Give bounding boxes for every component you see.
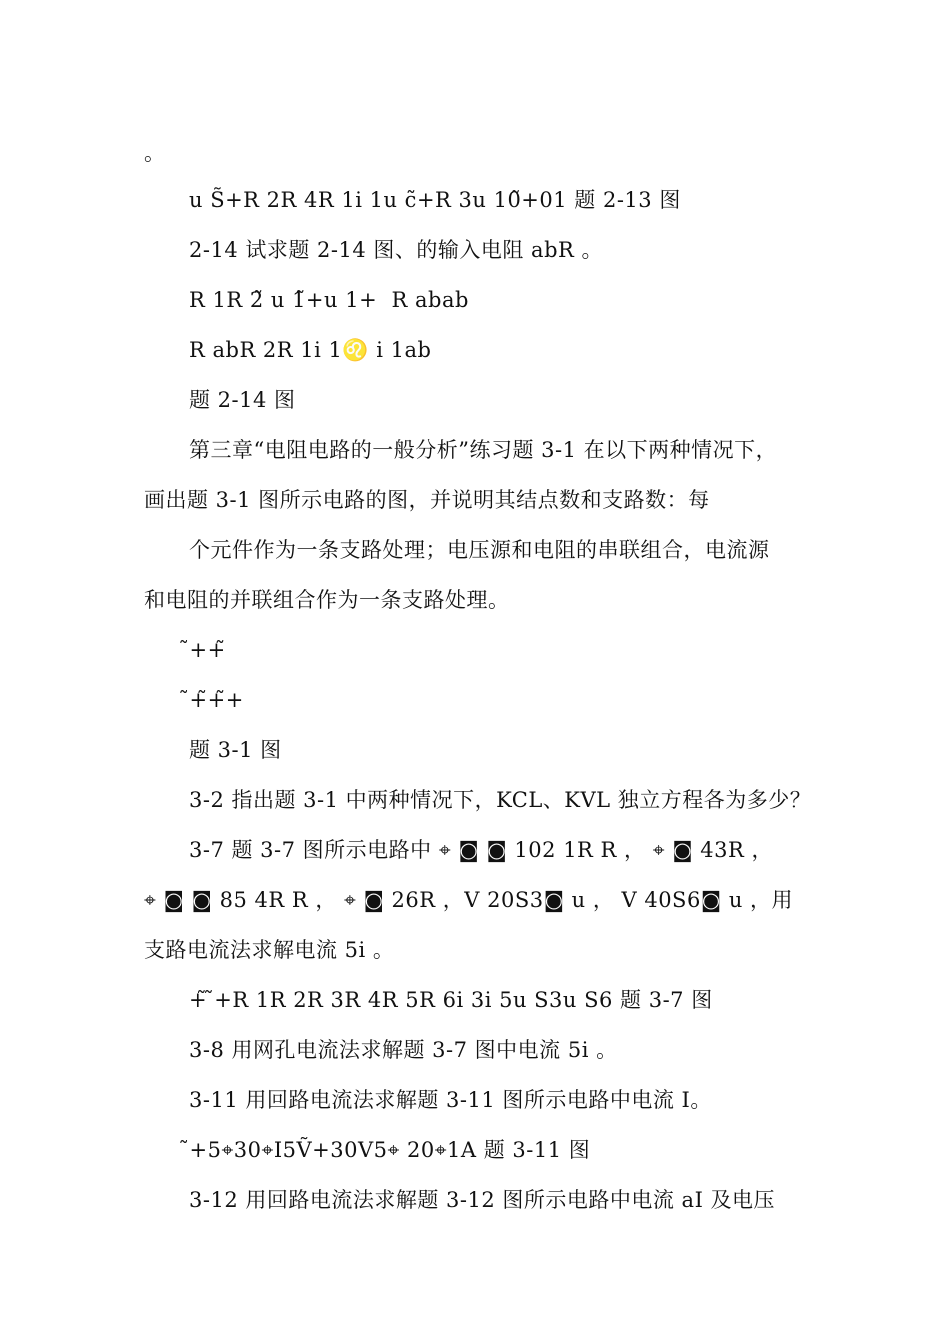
text-line: 和电阻的并联组合作为一条支路处理。: [144, 588, 510, 612]
text-line: +̃ ̃+R 1R 2R 3R 4R 5R 6i 3i 5u S3u S6 题 3-7 图: [189, 988, 713, 1012]
text-line: 3-12 用回路电流法求解题 3-12 图所示电路中电流 aI 及电压: [189, 1188, 776, 1212]
text-line: 3-8 用网孔电流法求解题 3-7 图中电流 5i 。: [189, 1038, 618, 1062]
text-line: 个元件作为一条支路处理；电压源和电阻的串联组合，电流源: [189, 538, 770, 562]
text-line: 题 3-1 图: [189, 738, 282, 762]
text-line: 支路电流法求解电流 5i 。: [144, 938, 395, 962]
text-line: 第三章“电阻电路的一般分析”练习题 3-1 在以下两种情况下，: [189, 438, 778, 462]
text-line: 画出题 3-1 图所示电路的图，并说明其结点数和支路数：每: [144, 488, 710, 512]
text-line: 3-2 指出题 3-1 中两种情况下，KCL、KVL 独立方程各为多少？: [189, 788, 812, 812]
text-line: 。: [144, 141, 166, 165]
text-line: R abR 2R 1i 1♌ i 1ab: [189, 338, 432, 362]
text-line: 3-7 题 3-7 图所示电路中 ⌖ ◙ ◙ 102 1R R ， ⌖ ◙ 43R ，: [189, 838, 773, 862]
text-line: ⌖ ◙ ◙ 85 4R R ， ⌖ ◙ 26R ，V 20S3◙ u ， V 40S6◙ u ，用: [144, 888, 794, 912]
text-line: ̃+̃+̃+: [189, 688, 244, 712]
text-line: 题 2-14 图: [189, 388, 296, 412]
text-line: ̃++̃: [189, 638, 226, 662]
text-line: u S̃+R 2R 4R 1i 1u c̃+R 3u 10̃+01 题 2-13 图: [189, 188, 681, 212]
text-line: 2-14 试求题 2-14 图、的输入电阻 abR 。: [189, 238, 604, 262]
text-line: 3-11 用回路电流法求解题 3-11 图所示电路中电流 I。: [189, 1088, 712, 1112]
text-line: ̃+5⌖30⌖I5Ṽ+30V5⌖ 20⌖1A 题 3-11 图: [189, 1138, 591, 1162]
text-line: R 1R 2̃ u 1̃+u 1+ R abab: [189, 288, 469, 312]
